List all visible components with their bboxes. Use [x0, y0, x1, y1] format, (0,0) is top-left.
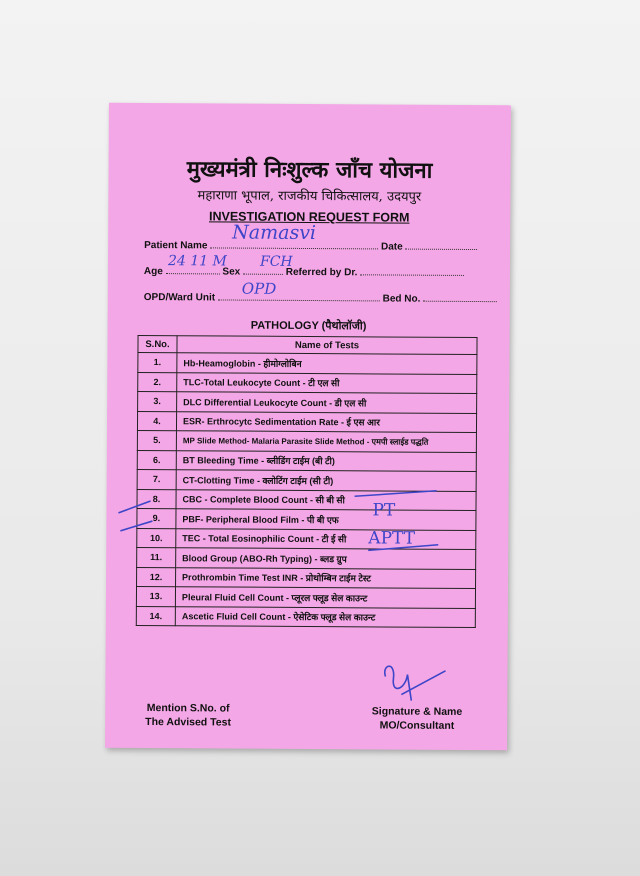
ink-line-aptt — [368, 544, 438, 550]
row-test-name: Pleural Fluid Cell Count - प्लूरल फ्लूड सेल काउन्ट — [175, 587, 475, 608]
row-test-name: DLC Differential Leukocyte Count - डी एल सी — [177, 392, 477, 413]
row-sno: 11. — [137, 547, 176, 567]
row-test-name: Ascetic Fluid Cell Count - ऐसेटिक फ्लूड सेल काउन्ट — [175, 606, 475, 627]
advised-test-note — [145, 701, 231, 730]
opd-value: OPD — [241, 279, 277, 298]
row-test-name: TEC - Total Eosinophilic Count - टी ई सी — [176, 528, 476, 549]
row-sno: 14. — [136, 606, 175, 626]
ink-marks — [105, 103, 511, 750]
age-label: Age — [143, 265, 163, 278]
row-sno: 8. — [137, 489, 176, 509]
advised-test-note-line1: Mention S.No. of — [146, 702, 230, 715]
bed-label: Bed No. — [382, 293, 421, 305]
row-sno: 10. — [137, 528, 176, 548]
date-label: Date — [380, 241, 403, 253]
signature-block — [372, 704, 463, 733]
row-test-name: TLC-Total Leukocyte Count - टी एल सी — [177, 372, 477, 393]
sex-label: Sex — [222, 266, 241, 278]
investigation-request-form — [105, 103, 511, 750]
row-sno: 13. — [136, 586, 175, 606]
row-sno: 7. — [137, 469, 176, 489]
form-title: INVESTIGATION REQUEST FORM — [208, 209, 410, 225]
row-sno: 2. — [138, 372, 177, 392]
scheme-title: मुख्यमंत्री निःशुल्क जाँच योजना — [186, 156, 433, 184]
row-sno: 6. — [137, 450, 176, 470]
row-test-name: CBC - Complete Blood Count - सी बी सी — [176, 489, 476, 510]
opd-label: OPD/Ward Unit — [143, 291, 216, 304]
row-sno: 3. — [138, 391, 177, 411]
handwritten-pt: PT — [372, 500, 396, 521]
consultant-label: MO/Consultant — [379, 719, 455, 732]
age-value: 24 11 M — [167, 253, 227, 270]
row-test-name: BT Bleeding Time - ब्लीडिंग टाईम (बी टी) — [176, 450, 476, 471]
handwritten-aptt: APTT — [368, 528, 416, 549]
row-sno: 4. — [137, 411, 176, 431]
signature-label: Signature & Name — [371, 705, 463, 718]
advised-test-note-line2: The Advised Test — [145, 716, 232, 729]
tick-marks-icon — [118, 501, 152, 531]
row-sno: 5. — [137, 430, 176, 450]
row-test-name: Prothrombin Time Test INR - प्रोथोम्बिन टाईम टेस्ट — [176, 567, 476, 588]
signature-icon — [385, 666, 446, 701]
row-sno: 12. — [137, 567, 176, 587]
ink-line-clotting-time — [355, 490, 437, 497]
sex-value: FCH — [259, 253, 293, 270]
column-header-sno: S.No. — [138, 335, 177, 352]
row-test-name: Blood Group (ABO-Rh Typing) - ब्लड ग्रुप — [176, 548, 476, 569]
row-test-name: ESR- Erthrocytc Sedimentation Rate - ई एस आर — [176, 411, 476, 432]
patient-name-label: Patient Name — [144, 239, 208, 252]
referred-label: Referred by Dr. — [285, 266, 358, 279]
patient-name-value: Namasvi — [232, 221, 317, 245]
section-title: PATHOLOGY (पैथोलॉजी) — [250, 319, 367, 333]
row-sno: 9. — [137, 508, 176, 528]
column-header-test-name: Name of Tests — [177, 336, 477, 355]
hospital-name: महाराणा भूपाल, राजकीय चिकित्सालय, उदयपुर — [197, 188, 422, 205]
row-test-name: Hb-Heamoglobin - हीमोग्लोबिन — [177, 353, 477, 374]
row-test-name: CT-Clotting Time - क्लोटिंग टाईम (सी टी) — [176, 470, 476, 491]
row-test-name: PBF- Peripheral Blood Film - पी बी एफ — [176, 509, 476, 530]
row-sno: 1. — [138, 352, 177, 372]
row-test-name: MP Slide Method- Malaria Parasite Slide Method - एमपी स्लाईड पद्धति — [176, 431, 476, 452]
